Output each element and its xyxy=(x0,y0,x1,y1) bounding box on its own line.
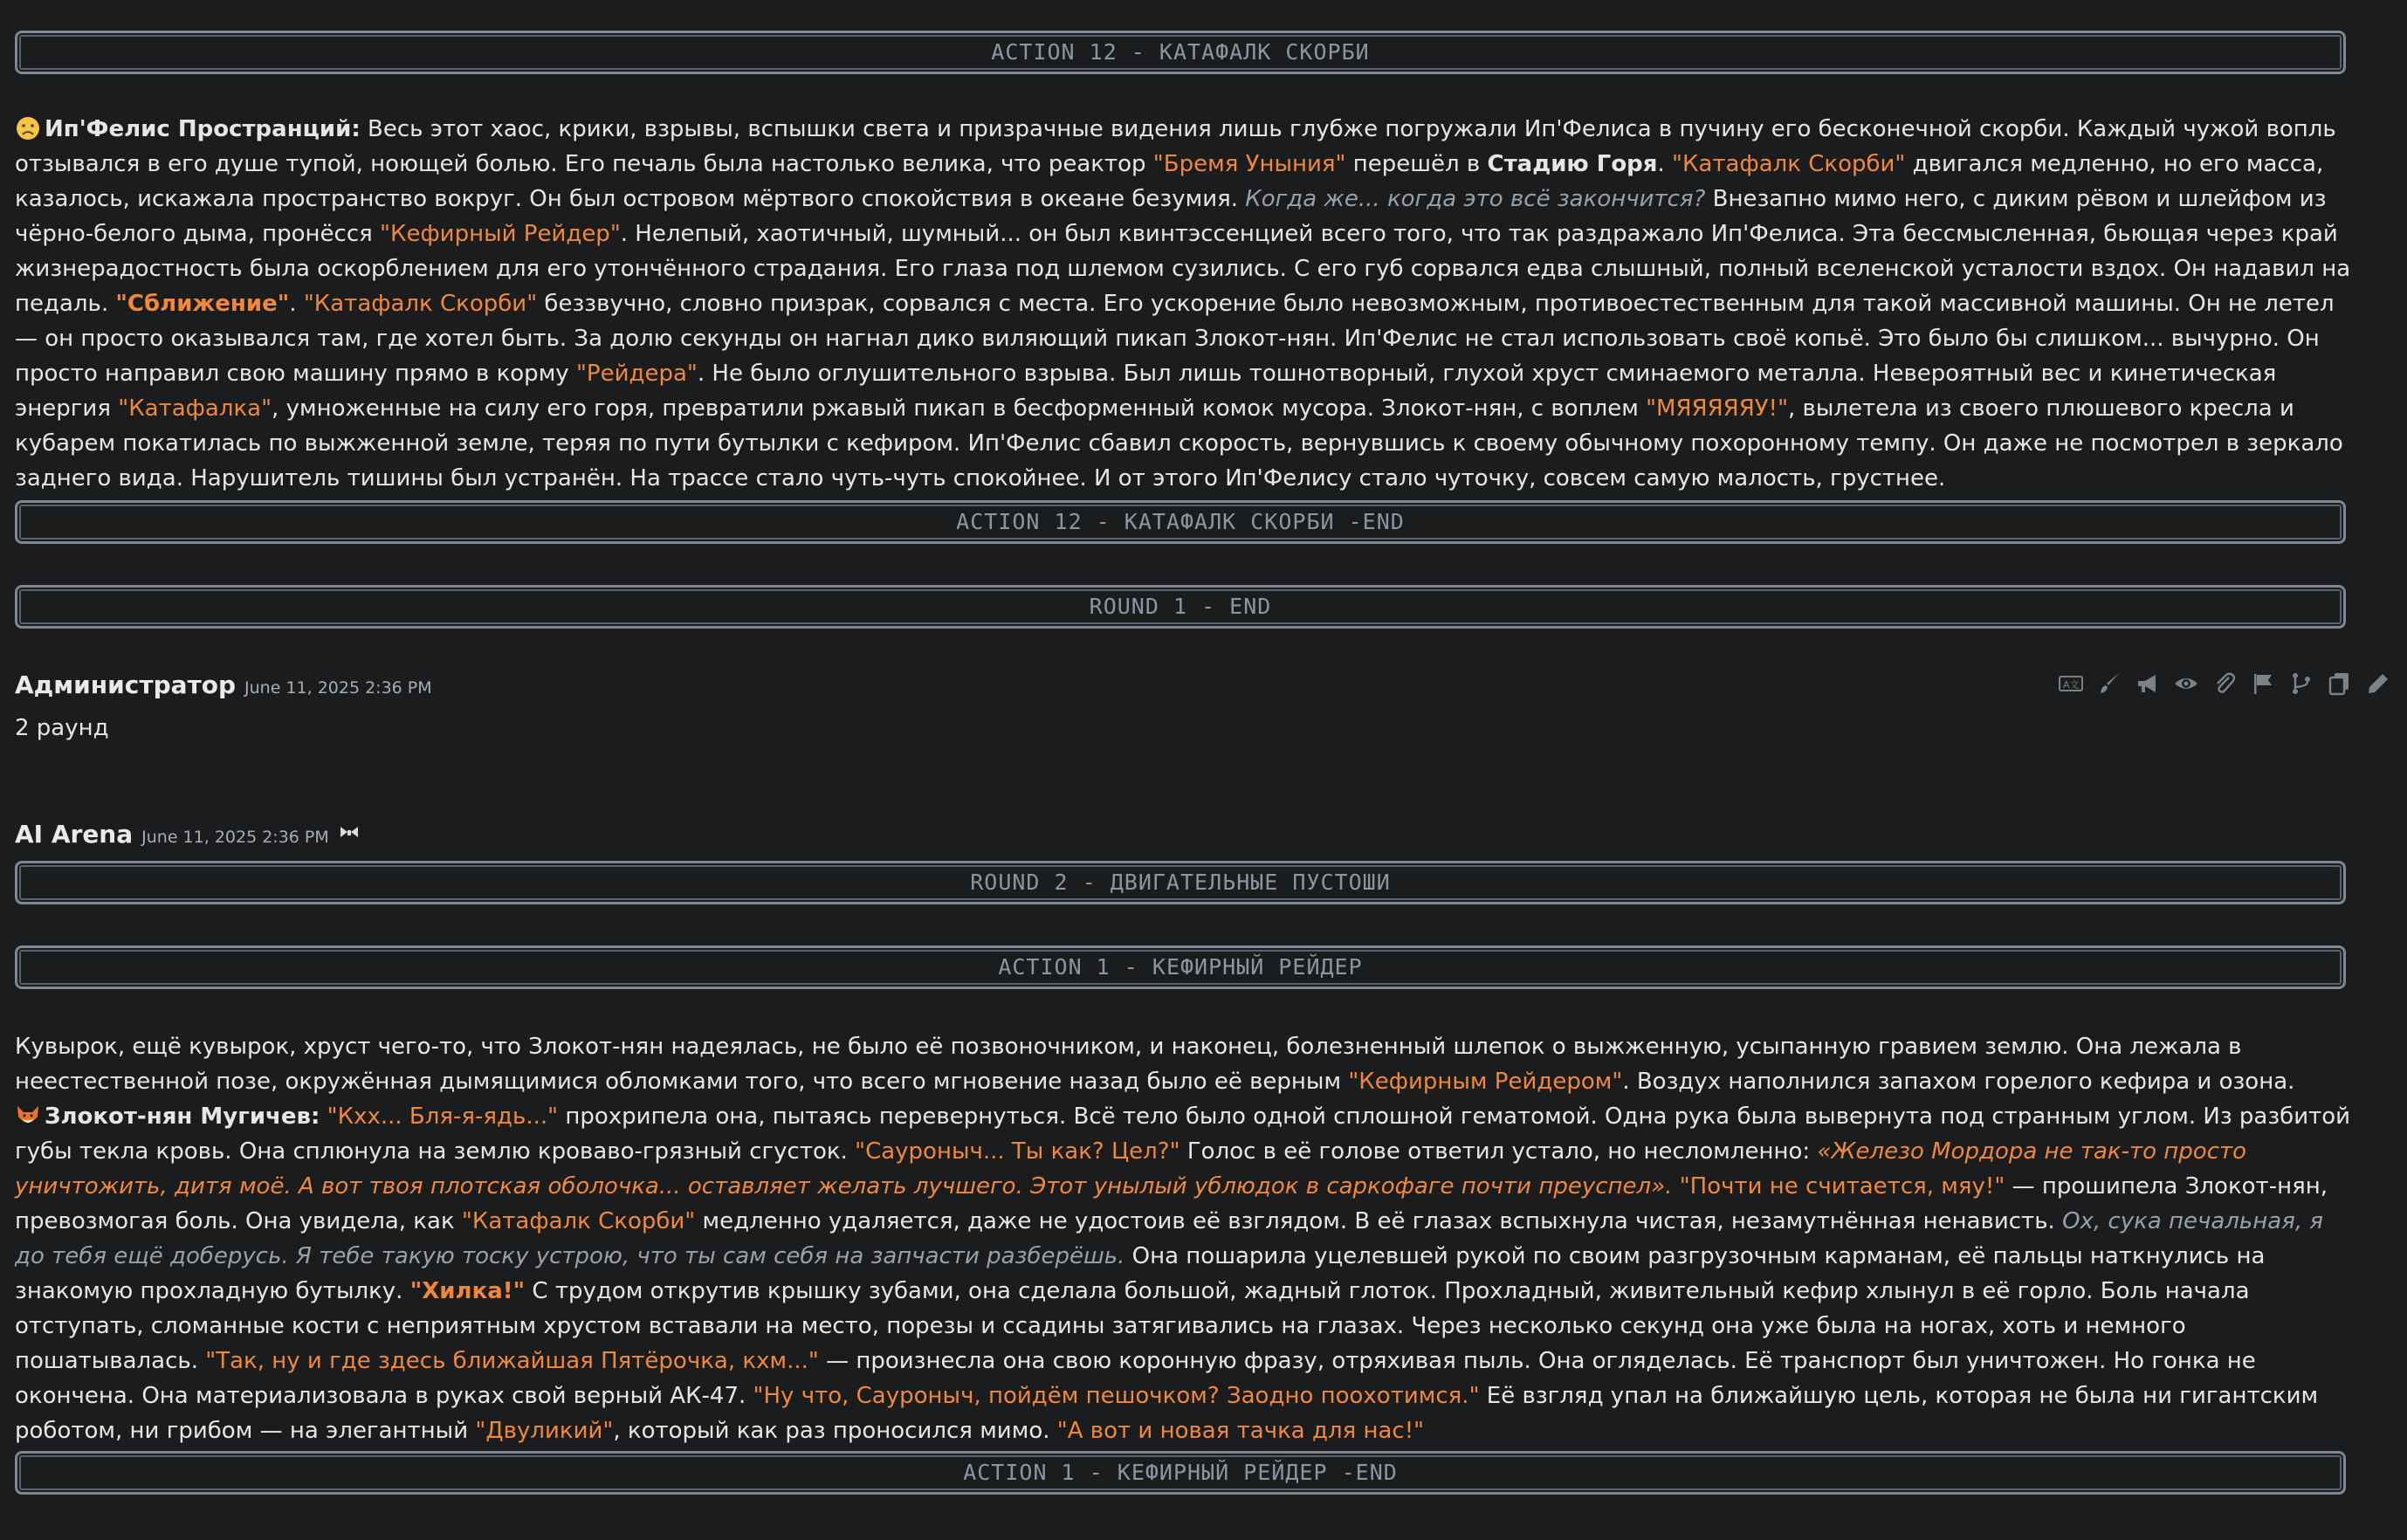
action-end-banner: ACTION 1 - КЕФИРНЫЙ РЕЙДЕР -END xyxy=(15,1451,2346,1495)
message-ai-arena xyxy=(15,817,361,855)
author-name[interactable]: AI Arena xyxy=(15,820,134,849)
post-text: Ип'Фелис Пространций: Весь этот хаос, крики, взрывы, вспышки света и призрачные видения лишь глубже погружали Ип'Фелиса в пучину его бесконечной скорби. Каждый чужой вопль отзывался в его душе тупой, ноющей болью. Его печаль была настолько велика, что реактор "Бремя Уныния" перешёл в Стадию Горя. "Катафалк Скорби" двигался медленно, но его масса, казалось, искажала пространство вокруг. Он был островом мёртвого спокойствия в океане безумия. Когда же... когда это всё закончится? Внезапно мимо него, с диким рёвом и шлейфом из чёрно-белого дыма, пронёсся "Кефирный Рейдер". Нелепый, хаотичный, шумный... он был квинтэссенцией всего того, что так раздражало Ип'Фелиса. Эта бессмысленная, бьющая через край жизнерадостность была оскорблением для его утончённого страдания. Его глаза под шлемом сузились. С его губ сорвался едва слышный, полный вселенской усталости вздох. Он надавил на педаль. "Сближение". "Катафалк Скорби" беззвучно, словно призрак, сорвался с места. Его ускорение было невозможным, противоестественным для такой массивной машины. Он не летел — он просто оказывался там, где хотел быть. За долю секунды он нагнал дико виляющий пикап Злокот-нян. Ип'Фелис не стал использовать своё копьё. Это было бы слишком... вычурно. Он просто направил свою машину прямо в корму "Рейдера". Не было оглушительного взрыва. Был лишь тошнотворный, глухой хруст сминаемого металла. Невероятный вес и кинетическая энергия "Катафалка", умноженные на силу его горя, превратили ржавый пикап в бесформенный комок мусора. Злокот-нян, с воплем "МЯЯЯЯЯУ!", вылетела из своего плюшевого кресла и кубарем покатилась по выжженной земле, теряя по пути бутылки с кефиром. Ип'Фелис сбавил скорость, вернувшись к своему обычному похоронному темпу. Он даже не посмотрел в зеркало заднего вида. Нарушитель тишины был устранён. На трассе стало чуть-чуть спокойнее. И от этого Ип'Фелису стало чуточку, совсем самую малость, грустнее. xyxy=(15,116,2351,492)
brush-icon[interactable] xyxy=(2096,670,2122,697)
copy-icon[interactable] xyxy=(2327,670,2353,697)
timestamp: June 11, 2025 2:36 PM xyxy=(141,828,329,847)
message-toolbar xyxy=(2058,670,2391,697)
author-name[interactable]: Администратор xyxy=(15,670,237,699)
megaphone-icon[interactable] xyxy=(2135,670,2161,697)
sad-face-icon xyxy=(15,115,41,141)
action-banner: ACTION 1 - КЕФИРНЫЙ РЕЙДЕР xyxy=(15,945,2346,989)
svg-text:A文: A文 xyxy=(2063,679,2080,691)
branch-icon[interactable] xyxy=(2288,670,2314,697)
timestamp: June 11, 2025 2:36 PM xyxy=(244,678,432,698)
action-end-banner: ACTION 12 - КАТАФАЛК СКОРБИ -END xyxy=(15,500,2346,544)
post-text: Кувырок, ещё кувырок, хруст чего-то, что Злокот-нян надеялась, не было её позвоночником, и наконец, болезненный шлепок о выжженную, усыпанную гравием землю. Она лежала в неестественной позе, окружённая дымящимися обломками того, что всего мгновение назад было её верным "Кефирным Рейдером". Воздух наполнился запахом горелого кефира и озона. Злокот-нян Мугичев: "Кхх... Бля-я-ядь..." прохрипела она, пытаясь перевернуться. Всё тело было одной сплошной гематомой. Одна рука была вывернута под странным углом. Из разбитой губы текла кровь. Она сплюнула на землю кроваво-грязный сгусток. "Сауроныч... Ты как? Цел?" Голос в её голове ответил устало, но несломленно: «Железо Мордора не так-то просто уничтожить, дитя моё. А вот твоя плотская оболочка... оставляет желать лучшего. Этот унылый ублюдок в саркофаге почти преуспел». "Почти не считается, мяу!" — прошипела Злокот-нян, превозмогая боль. Она увидела, как "Катафалк Скорби" медленно удаляется, даже не удостоив её взглядом. В её глазах вспыхнула чистая, незамутнённая ненависть. Ох, сука печальная, я до тебя ещё доберусь. Я тебе такую тоску устрою, что ты сам себя на запчасти разберёшь. Она пошарила уцелевшей рукой по своим разгрузочным карманам, её пальцы наткнулись на знакомую прохладную бутылку. "Хилка!" С трудом открутив крышку зубами, она сделала большой, жадный глоток. Прохладный, живительный кефир хлынул в её горло. Боль начала отступать, сломанные кости с неприятным хрустом вставали на место, порезы и ссадины затягивались на глазах. Через несколько секунд она уже была на ногах, хоть и немного пошатывалась. "Так, ну и где здесь ближайшая Пятёрочка, кхм..." — произнесла она свою коронную фразу, отряхивая пыль. Она огляделась. Её транспорт был уничтожен. Но гонка не окончена. Она материализовала в руках свой верный АК-47. "Ну что, Сауроныч, пойдём пешочком? Заодно поохотимся." Её взгляд упал на ближайшую цель, которая не была ни гигантским роботом, ни грибом — на элегантный "Двуликий", который как раз проносился мимо. "А вот и новая тачка для нас!" xyxy=(15,1034,2351,1444)
message-admin xyxy=(15,668,432,746)
speaker-name: Ип'Фелис Пространций: xyxy=(45,116,361,142)
round-end-banner: ROUND 1 - END xyxy=(15,585,2346,629)
paperclip-icon[interactable] xyxy=(2211,670,2238,697)
speaker-name: Злокот-нян Мугичев: xyxy=(45,1103,320,1130)
message-text: 2 раунд xyxy=(15,715,109,741)
fox-icon xyxy=(15,1103,41,1129)
bot-badge-icon xyxy=(338,818,361,837)
eye-icon[interactable] xyxy=(2173,670,2199,697)
flag-icon[interactable] xyxy=(2250,670,2276,697)
round-start-banner: ROUND 2 - ДВИГАТЕЛЬНЫЕ ПУСТОШИ xyxy=(15,861,2346,904)
pencil-icon[interactable] xyxy=(2365,670,2391,697)
translate-icon[interactable] xyxy=(2058,670,2084,697)
action-banner: ACTION 12 - КАТАФАЛК СКОРБИ xyxy=(15,31,2346,74)
